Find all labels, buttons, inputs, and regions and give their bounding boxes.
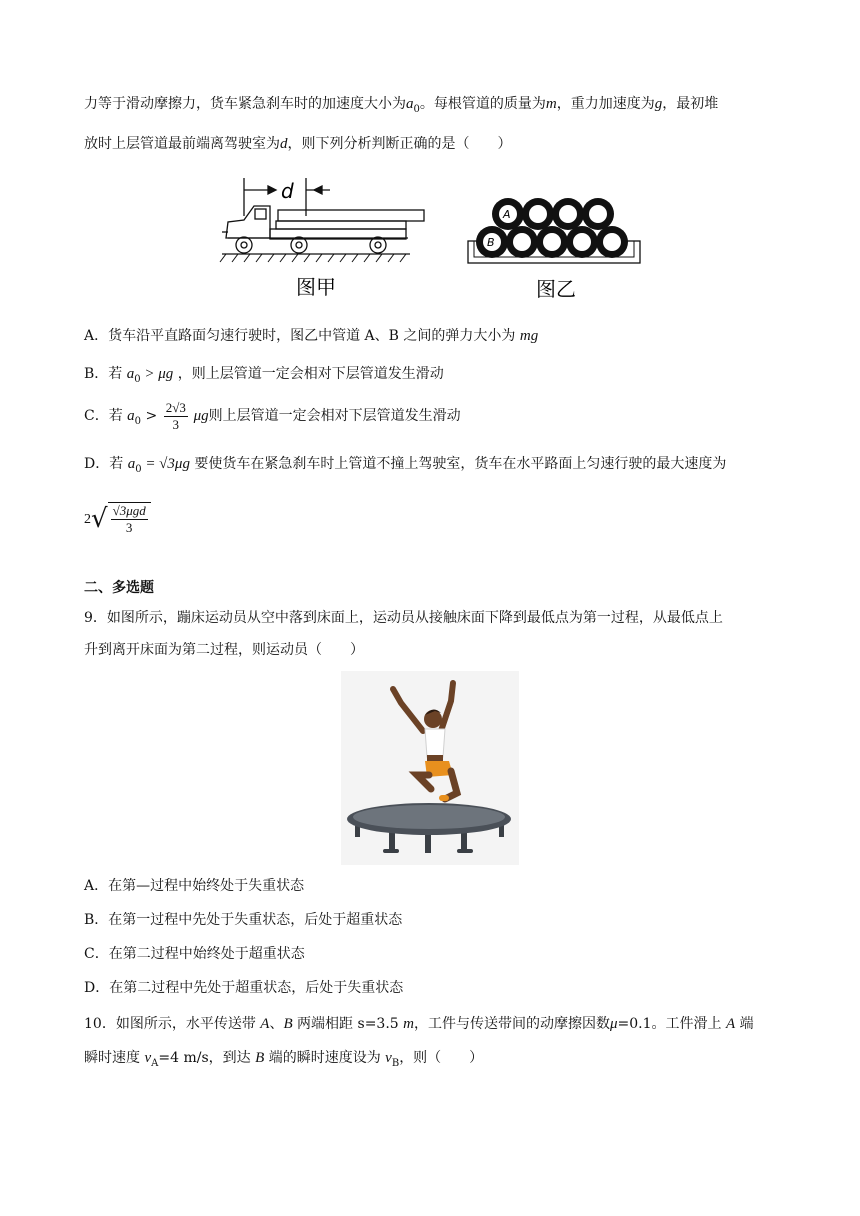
section-heading-multi-choice: 二、多选题 bbox=[84, 580, 154, 596]
q8-option-b: B．若 $a_0 > \mu g$ ，则上层管道一定会相对下层管道发生滑动 bbox=[84, 366, 444, 385]
q9-stem-line1: 9．如图所示，蹦床运动员从空中落到床面上，运动员从接触床面下降到最低点为第一过程，从最低点上 bbox=[84, 610, 723, 626]
figure-trampoline-jumper bbox=[341, 671, 519, 865]
q10-stem-line2: 瞬时速度 $v_A=4$ m/s，到达 B 端的瞬时速度设为 $v_B$，则（ ） bbox=[84, 1050, 484, 1069]
q9-option-c: C．在第二过程中始终处于超重状态 bbox=[84, 946, 305, 962]
caption-yi: 图乙 bbox=[536, 277, 576, 301]
figure-pipes bbox=[466, 190, 646, 306]
figure-truck bbox=[218, 176, 430, 304]
label-d: d bbox=[281, 179, 294, 203]
q9-stem-line2: 升到离开床面为第二过程，则运动员（ ） bbox=[84, 642, 364, 658]
fraction-2sqrt3-over-3: $\frac{2√3}{3}$ bbox=[165, 399, 186, 432]
q9-option-a: A．在第—过程中始终处于失重状态 bbox=[84, 878, 305, 894]
label-pipe-b: B bbox=[487, 236, 495, 249]
q8-stem-line1: 力等于滑动摩擦力，货车紧急刹车时的加速度大小为$a_0$。每根管道的质量为m，重力加速度为g，最初堆 bbox=[84, 96, 719, 115]
q9-option-d: D．在第二过程中先处于超重状态，后处于失重状态 bbox=[84, 980, 404, 996]
q8-option-a: A．货车沿平直路面匀速行驶时，图乙中管道 A、B 之间的弹力大小为 mg bbox=[84, 328, 539, 344]
label-pipe-a: A bbox=[503, 208, 511, 221]
q8-stem-line2: 放时上层管道最前端离驾驶室为d，则下列分析判断正确的是（ ） bbox=[84, 136, 512, 152]
q8-option-d: D．若 $a_0 = √3\mu g$ 要使货车在紧急刹车时上管道不撞上驾驶室，货车在水平路面上匀速行驶的最大速度为 bbox=[84, 456, 727, 475]
q10-stem-line1: 10．如图所示，水平传送带 A、B 两端相距 s=3.5 m，工件与传送带间的动摩擦因数μ=0.1。工件滑上 A 端 bbox=[84, 1016, 754, 1032]
caption-jia: 图甲 bbox=[296, 275, 336, 299]
q8-option-c: C．若 $a_0$ > $\frac{2√3}{3}$ μg则上层管道一定会相对下层管道发生滑动 bbox=[84, 399, 461, 432]
q8-option-d-answer: 2√ $\frac{\text{√3μgd}}{3}$ bbox=[84, 496, 151, 543]
q9-option-b: B．在第一过程中先处于失重状态，后处于超重状态 bbox=[84, 912, 403, 928]
